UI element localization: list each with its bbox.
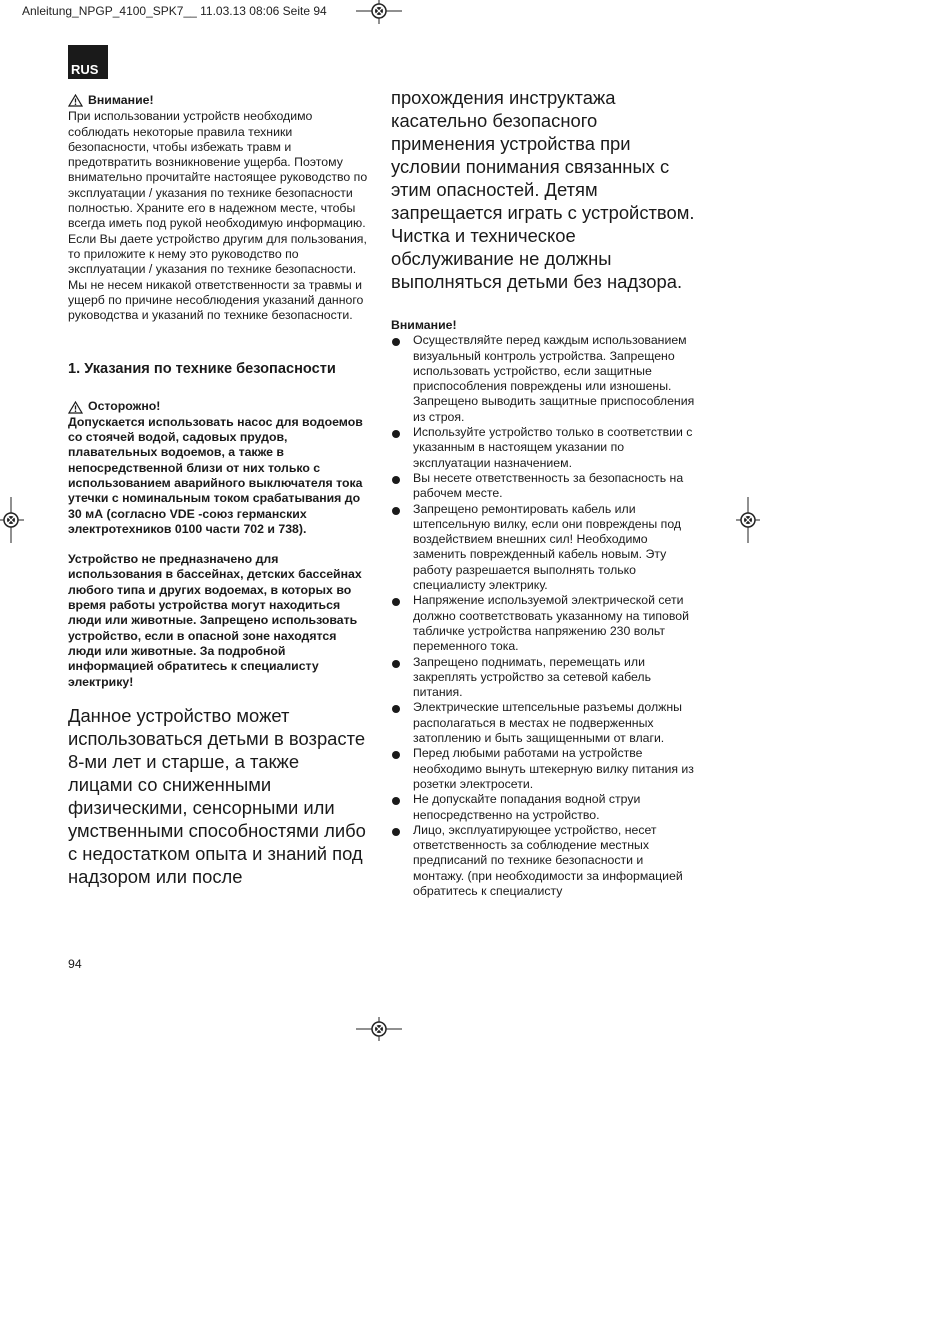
caution-text: Допускается использовать насос для водоемов со стоячей водой, садовых прудов, плавательных водоемов, а также в непосредственной близи от них только с использованием аварийного выключателя тока утечки с номинальным током срабатывания до 30 мА (согласно VDE -союз германских электротехников 0100 части 702 и 738). bbox=[68, 414, 363, 536]
list-item: Лицо, эксплуатирующее устройство, несет ответственность за соблюдение местных предписаний по технике безопасности и монтажу. (при необходимости за информацией обратитесь к специалисту bbox=[391, 823, 696, 899]
registration-mark-icon bbox=[356, 1017, 402, 1041]
attention-text: При использовании устройств необходимо соблюдать некоторые правила техники безопасности, чтобы избежать травм и предотвратить возникновение ущерба. Поэтому внимательно прочитайте настоящее руководство по эксплуатации / указания по технике безопасности полностью. Храните его в надежном месте, чтобы всегда иметь под рукой необходимую информацию. Если Вы даете устройство другим для пользования, то приложите к нему это руководство по эксплуатации / указания по технике безопасности. Мы не несем никакой ответственности за травмы и ущерб по причине несоблюдения указаний данного руководства и указаний по технике безопасности. bbox=[68, 109, 368, 323]
attention-heading bbox=[68, 93, 368, 108]
caution-title: Осторожно! bbox=[88, 399, 161, 414]
list-item: Напряжение используемой электрической сети должно соответствовать указанному на типовой табличке устройства напряжению 230 вольт переменного тока. bbox=[391, 593, 696, 654]
registration-mark-icon bbox=[356, 0, 402, 24]
list-item: Не допускайте попадания водной струи непосредственно на устройство. bbox=[391, 792, 696, 823]
list-item: Электрические штепсельные разъемы должны располагаться в местах не подверженных затоплению и быть защищенными от влаги. bbox=[391, 700, 696, 746]
file-header: Anleitung_NPGP_4100_SPK7__ 11.03.13 08:06 Seite 94 bbox=[22, 4, 327, 18]
list-item: Перед любыми работами на устройстве необходимо вынуть штекерную вилку питания из розетки электросети. bbox=[391, 746, 696, 792]
section-title: 1. Указания по технике безопасности bbox=[68, 361, 336, 378]
page-number: 94 bbox=[68, 957, 82, 971]
safety-bullet-list bbox=[391, 333, 696, 899]
left-column bbox=[68, 93, 368, 888]
list-item: Запрещено поднимать, перемещать или закреплять устройство за сетевой кабель питания. bbox=[391, 655, 696, 701]
right-column bbox=[391, 86, 696, 899]
caution-heading bbox=[68, 399, 368, 414]
list-item: Запрещено ремонтировать кабель или штепсельную вилку, если они повреждены под воздействием внешних сил! Необходимо заменить поврежденный кабель новым. Эту работу разрешается выполнять только специалисту электрику. bbox=[391, 502, 696, 594]
pools-warning-text: Устройство не предназначено для использования в бассейнах, детских бассейнах любого типа и других водоемах, в которых во время работы устройства могут находиться люди или животные. Запрещено использовать устройство, если в опасной зоне находятся люди или животные. За подробной информацией обратитесь к специалисту электрику! bbox=[68, 552, 362, 689]
attention-title-right: Внимание! bbox=[391, 318, 457, 332]
attention-title: Внимание! bbox=[88, 93, 154, 107]
warning-triangle-icon bbox=[68, 94, 83, 107]
registration-mark-icon bbox=[0, 497, 24, 543]
warning-triangle-icon bbox=[68, 401, 83, 414]
children-use-continued: прохождения инструктажа касательно безопасного применения устройства при условии понимания связанных с этим опасностей. Детям запрещается играть с устройством. Чистка и техническое обслуживание не должны выполняться детьми без надзора. bbox=[391, 87, 695, 292]
language-badge: RUS bbox=[68, 45, 108, 79]
list-item: Вы несете ответственность за безопасность на рабочем месте. bbox=[391, 471, 696, 502]
registration-mark-icon bbox=[736, 497, 760, 543]
list-item: Осуществляйте перед каждым использованием визуальный контроль устройства. Запрещено использовать устройство, если защитные приспособления повреждены или изношены. Запрещено выводить защитные приспособления из строя. bbox=[391, 333, 696, 425]
list-item: Используйте устройство только в соответствии с указанным в настоящем указании по эксплуатации назначением. bbox=[391, 425, 696, 471]
children-use-text: Данное устройство может использоваться детьми в возрасте 8-ми лет и старше, а также лицами со сниженными физическими, сенсорными или умственными способностями либо с недостатком опыта и знаний под надзором или после bbox=[68, 704, 366, 887]
